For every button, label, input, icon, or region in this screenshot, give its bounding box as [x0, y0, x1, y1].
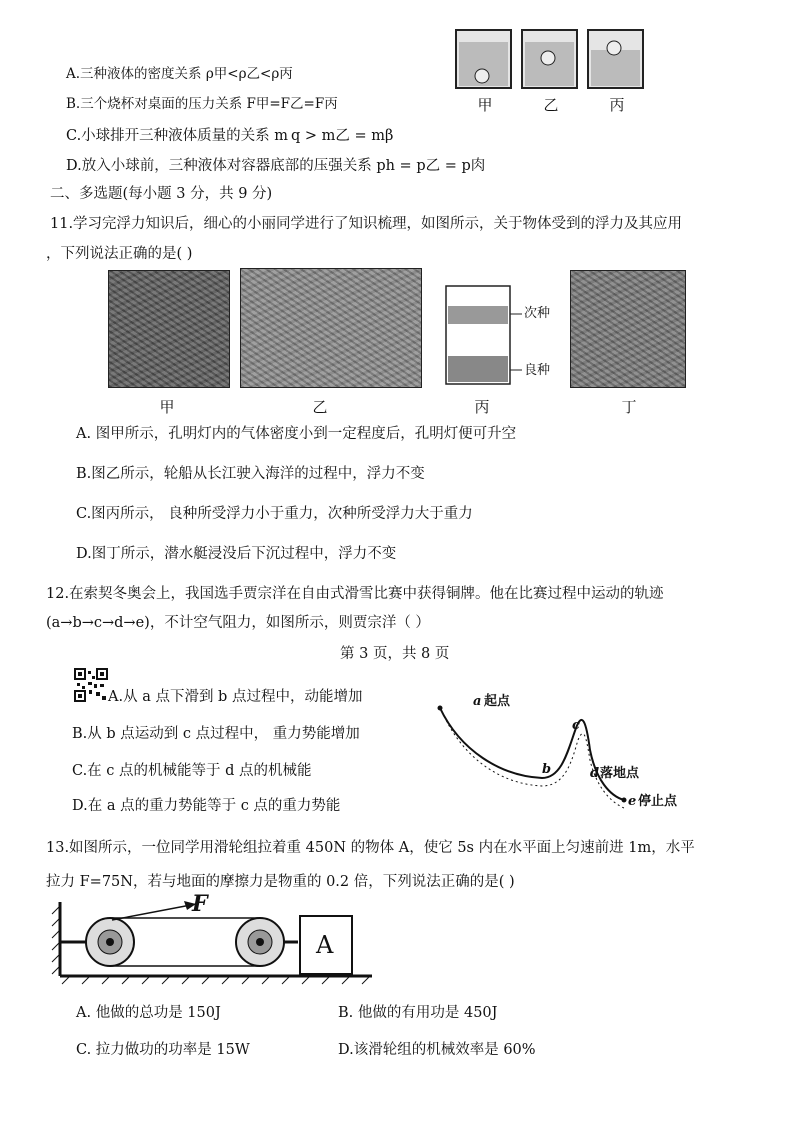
q11-stem-line2: ，下列说法正确的是( ) — [46, 246, 193, 262]
q13-option-a: A. 他做的总功是 150J — [76, 1005, 221, 1021]
page-number: 第 3 页，共 8 页 — [340, 646, 450, 662]
q13-stem-line2: 拉力 F=75N，若与地面的摩擦力是物重的 0.2 倍，下列说法正确的是( ) — [46, 874, 515, 890]
q12-stem-line1: 12.在索契冬奥会上，我国选手贾宗洋在自由式滑雪比赛中获得铜牌。他在比赛过程中运动的轨迹 — [46, 586, 664, 602]
caption-ding: 丁 — [621, 398, 637, 416]
q13-option-c: C. 拉力做功的功率是 15W — [76, 1042, 250, 1058]
point-d-label: d — [590, 766, 600, 781]
beaker-label-yi: 乙 — [543, 96, 559, 114]
caption-jia: 甲 — [159, 398, 175, 416]
block-a-label: A — [316, 931, 334, 959]
beaker-yi — [522, 30, 577, 88]
section-heading: 二、多选题(每小题 3 分，共 9 分) — [50, 186, 273, 202]
caption-bing: 丙 — [474, 398, 490, 416]
caption-yi: 乙 — [312, 398, 328, 416]
q12-option-b: B.从 b 点运动到 c 点过程中， 重力势能增加 — [72, 726, 360, 742]
q11-option-b: B.图乙所示，轮船从长江驶入海洋的过程中，浮力不变 — [76, 466, 425, 482]
q13-option-b: B. 他做的有用功是 450J — [338, 1005, 498, 1021]
q10-option-c: C.小球排开三种液体质量的关系 m q > m乙 = mβ — [66, 128, 394, 144]
q10-option-b: B.三个烧杯对桌面的压力关系 F甲=F乙=F丙 — [66, 96, 338, 112]
seed-label-inferior: 次种 — [524, 306, 551, 321]
seed-label-good: 良种 — [524, 363, 551, 378]
point-c-label: c — [572, 718, 580, 733]
force-label-f: F — [192, 891, 208, 917]
start-label: 起点 — [484, 694, 511, 709]
qr-code-icon — [74, 668, 108, 702]
q12-option-d: D.在 a 点的重力势能等于 c 点的重力势能 — [72, 798, 341, 814]
beaker-label-jia: 甲 — [477, 96, 493, 114]
q11-option-c: C.图丙所示， 良种所受浮力小于重力，次种所受浮力大于重力 — [76, 506, 473, 522]
q10-option-a: A.三种液体的密度关系 ρ甲<ρ乙<ρ丙 — [66, 66, 293, 82]
point-a-label: a — [473, 694, 482, 709]
photo-jia-sky-lantern — [108, 270, 230, 388]
photo-yi-ship — [240, 268, 422, 388]
q12-option-a: A.从 a 点下滑到 b 点过程中，动能增加 — [108, 689, 363, 705]
q13-stem-line1: 13.如图所示，一位同学用滑轮组拉着重 450N 的物体 A，使它 5s 内在水平面上匀速前进 1m，水平 — [46, 840, 695, 856]
q12-option-c: C.在 c 点的机械能等于 d 点的机械能 — [72, 763, 312, 779]
point-e-label: e — [628, 794, 637, 809]
point-b-label: b — [542, 762, 552, 777]
landing-label: 落地点 — [600, 766, 640, 781]
stop-label: 停止点 — [638, 794, 678, 809]
q12-stem-line2: (a→b→c→d→e)，不计空气阻力，如图所示，则贾宗洋（ ） — [46, 615, 430, 631]
beaker-label-bing: 丙 — [609, 96, 625, 114]
photo-ding-submarine — [570, 270, 686, 388]
q11-option-d: D.图丁所示，潜水艇浸没后下沉过程中，浮力不变 — [76, 546, 397, 562]
beaker-bing — [588, 30, 643, 88]
q11-stem-line1: 11.学习完浮力知识后，细心的小丽同学进行了知识梳理，如图所示，关于物体受到的浮力及其应用 — [50, 216, 683, 232]
beaker-jia — [456, 30, 511, 88]
q13-option-d: D.该滑轮组的机械效率是 60% — [338, 1042, 536, 1058]
q10-option-d: D.放入小球前，三种液体对容器底部的压强关系 ph = p乙 = p肉 — [66, 158, 486, 174]
q11-option-a: A. 图甲所示，孔明灯内的气体密度小到一定程度后，孔明灯便可升空 — [76, 426, 517, 442]
